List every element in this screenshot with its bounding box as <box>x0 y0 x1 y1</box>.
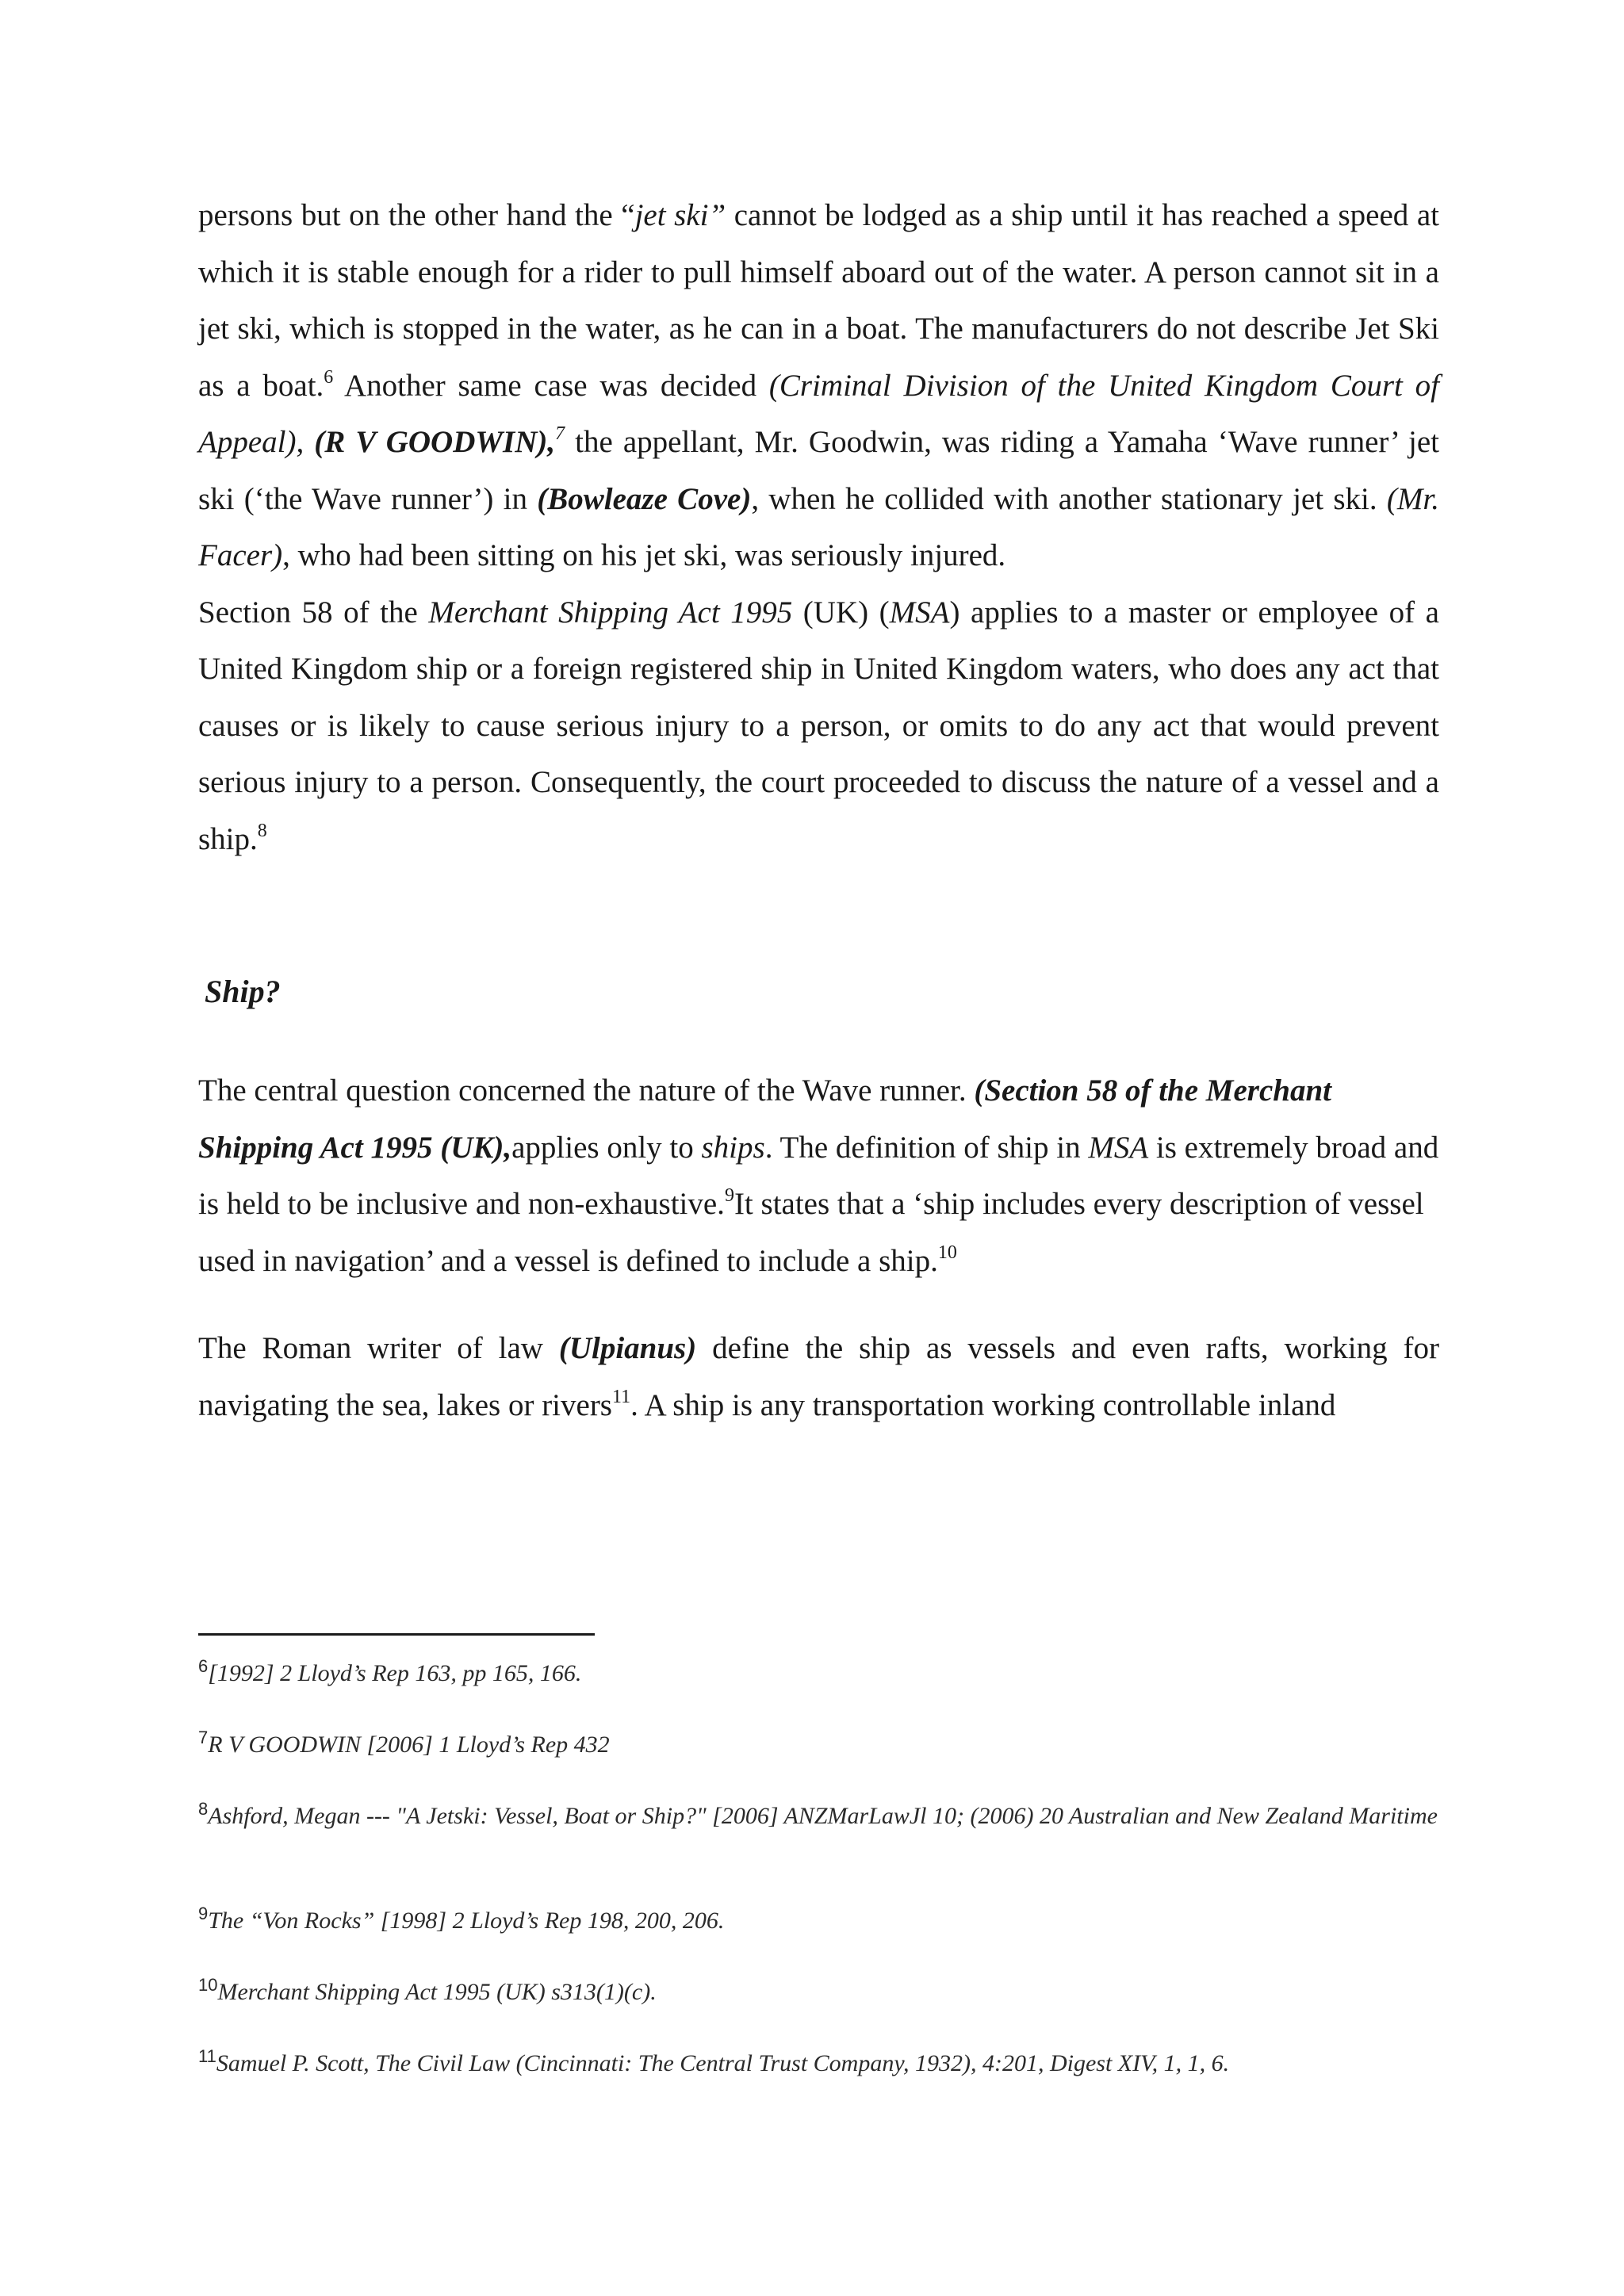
footnote-number: 8 <box>198 1799 209 1819</box>
footnote-9 <box>198 1904 1439 1937</box>
footnote-6 <box>198 1657 1439 1689</box>
act-abbreviation: MSA <box>1088 1130 1149 1165</box>
section-heading: Ship? <box>205 974 281 1009</box>
footnote-text: Samuel P. Scott, The Civil Law (Cincinnati: The Central Trust Company, 1932), 4:201, Digest XIV, 1, 1, 6. <box>216 2050 1230 2076</box>
footnote-number: 6 <box>198 1656 209 1676</box>
footnote-ref-9[interactable]: 9 <box>724 1185 734 1206</box>
text: . The definition of ship in <box>764 1130 1089 1165</box>
text: is extremely broad and is held to be inclusive and non-exhaustive. <box>198 1130 1439 1221</box>
footnote-number: 7 <box>198 1728 209 1747</box>
text: cannot be lodged as a ship until it has reached a speed at which it is stable enough for a rider to pull himself aboard out of the water. A person cannot sit in a jet ski, which is stopped in the water, as he can in a boat. The manufacturers do not describe Jet Ski as a boat. <box>198 198 1439 403</box>
text: persons but on the other hand the “ <box>198 198 635 232</box>
text: applies only to <box>511 1130 702 1165</box>
text: , when he collided with another stationary jet ski. <box>751 481 1387 516</box>
footnote-text: The “Von Rocks” [1998] 2 Lloyd’s Rep 198, 200, 206. <box>208 1908 725 1934</box>
place-name: (Bowleaze Cove) <box>537 481 752 516</box>
footnote-8 <box>198 1800 1439 1832</box>
text: , who had been sitting on his jet ski, was seriously injured. <box>282 538 1006 572</box>
section-reference: (Section 58 of the Merchant Shipping Act 1995 (UK), <box>198 1073 1331 1165</box>
footnote-ref-6[interactable]: 6 <box>324 366 334 388</box>
footnote-10 <box>198 1976 1439 2008</box>
text: . A ship is any transportation working controllable inland <box>630 1387 1336 1422</box>
paragraph-roman-writer <box>198 1320 1439 1433</box>
text: define the ship as vessels and even rafts, working for navigating the sea, lakes or rivers <box>198 1331 1439 1422</box>
footnote-ref-8[interactable]: 8 <box>257 820 267 841</box>
text: The Roman writer of law <box>198 1331 559 1365</box>
footnote-ref-10[interactable]: 10 <box>937 1242 957 1263</box>
footnote-ref-11[interactable]: 11 <box>612 1386 631 1407</box>
text: Another same case was decided <box>333 368 769 403</box>
footnote-number: 9 <box>198 1904 209 1923</box>
case-name: (R V GOODWIN), <box>314 425 556 459</box>
person-name: (Mr. Facer) <box>198 481 1440 572</box>
footnote-number: 10 <box>198 1975 218 1995</box>
footnote-7 <box>198 1728 1439 1761</box>
text: Section 58 of the <box>198 595 429 629</box>
text: The central question concerned the nature of the Wave runner. <box>198 1073 975 1108</box>
paragraph-central-question <box>198 1062 1439 1289</box>
writer-name: (Ulpianus) <box>558 1331 697 1365</box>
footnote-11 <box>198 2047 1439 2080</box>
text <box>304 425 314 459</box>
footnote-ref-7[interactable]: 7 <box>555 423 565 444</box>
footnote-number: 11 <box>198 2046 216 2066</box>
footnote-text: R V GOODWIN [2006] 1 Lloyd’s Rep 432 <box>208 1732 610 1758</box>
footnote-text: [1992] 2 Lloyd’s Rep 163, pp 165, 166. <box>208 1660 582 1686</box>
text: (UK) ( <box>792 595 890 629</box>
text: the appellant, Mr. Goodwin, was riding a Yamaha ‘Wave runner’ jet ski (‘the Wave runner’) in <box>198 425 1439 516</box>
act-abbreviation: MSA <box>889 595 950 629</box>
text: ) applies to a master or employee of a United Kingdom ship or a foreign registered ship in United Kingdom waters, who does any act that causes or is likely to cause serious injury to a person, or omits to do any act that would prevent serious injury to a person. Consequently, the court proceeded to discuss the nature of a vessel and a ship. <box>198 595 1439 856</box>
paragraph-jet-ski-cases <box>198 187 1439 867</box>
text: It states that a ‘ship includes every description of vessel used in navigation’ and a vessel is defined to include a ship. <box>198 1187 1424 1278</box>
footnote-separator <box>198 1633 595 1636</box>
ships-term: ships <box>701 1130 765 1165</box>
court-name: (Criminal Division of the United Kingdom Court of Appeal), <box>198 368 1439 459</box>
footnote-text: Ashford, Megan --- "A Jetski: Vessel, Boat or Ship?" [2006] ANZMarLawJl 10; (2006) 20 Australian and New Zealand Maritime <box>208 1803 1438 1829</box>
act-name: Merchant Shipping Act 1995 <box>428 595 793 629</box>
footnote-text: Merchant Shipping Act 1995 (UK) s313(1)(c). <box>217 1979 657 2005</box>
jet-ski-term: jet ski” <box>634 198 726 232</box>
